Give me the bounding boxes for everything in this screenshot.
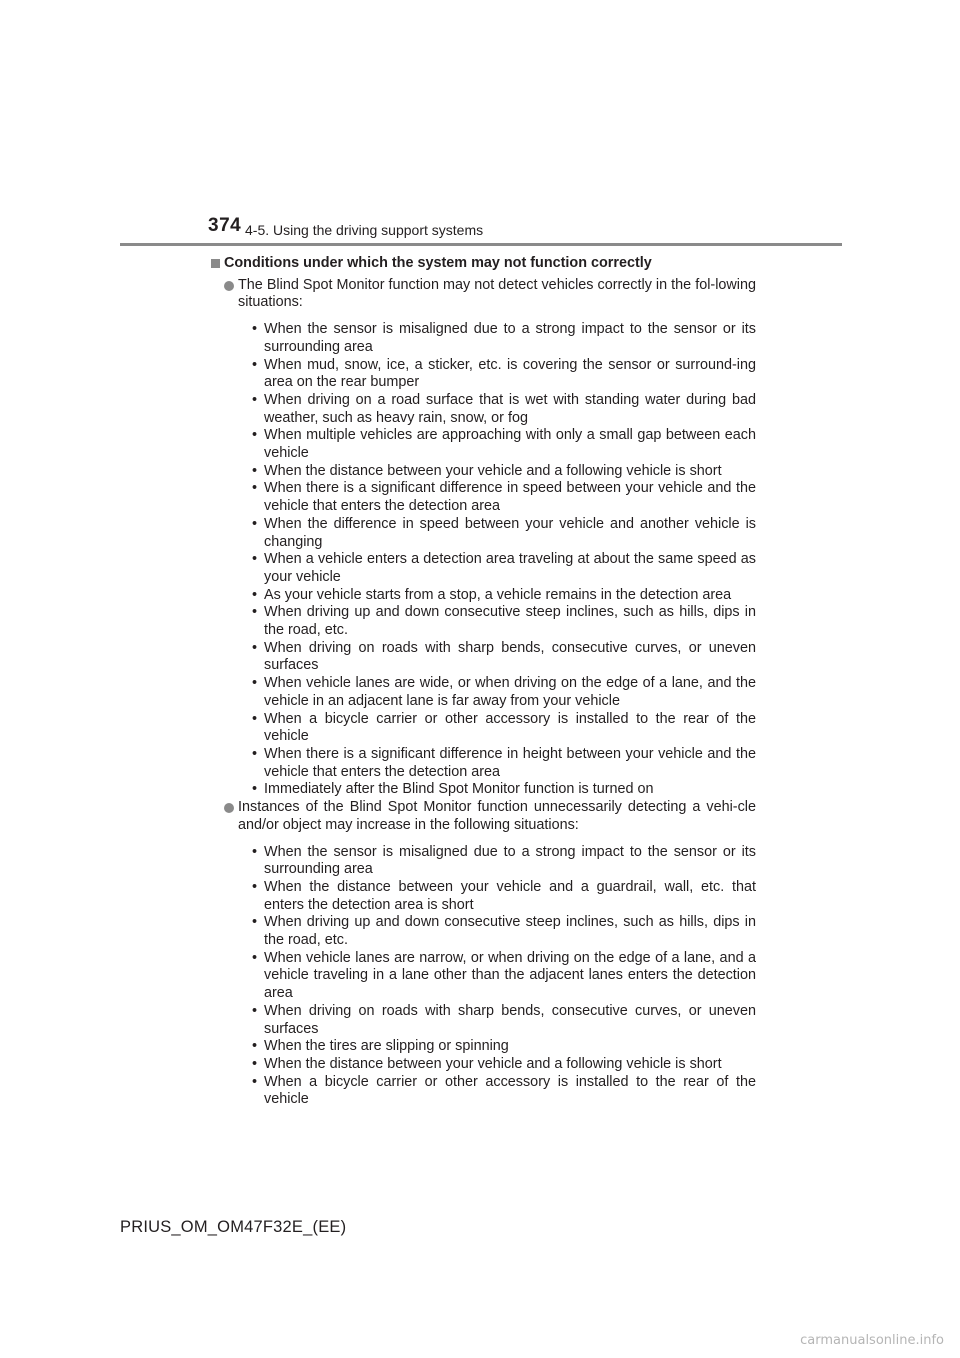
list-item: • When multiple vehicles are approaching with only a small gap between each vehicle	[252, 427, 756, 462]
condition-group-1	[210, 277, 756, 312]
condition-list-2	[210, 844, 756, 1110]
list-item: • When the sensor is misaligned due to a strong impact to the sensor or its surrounding area	[252, 321, 756, 356]
list-item: • When there is a significant difference in height between your vehicle and the vehicle that enters the detection area	[252, 746, 756, 781]
condition-group-2	[210, 799, 756, 834]
list-item: • When the difference in speed between your vehicle and another vehicle is changing	[252, 516, 756, 551]
document-code: PRIUS_OM_OM47F32E_(EE)	[120, 1218, 347, 1236]
list-item: • When vehicle lanes are narrow, or when driving on the edge of a lane, and a vehicle traveling in a lane other than the adjacent lanes enters the detection area	[252, 950, 756, 1003]
list-item: • When driving on roads with sharp bends, consecutive curves, or uneven surfaces	[252, 1003, 756, 1038]
list-item: • When a vehicle enters a detection area traveling at about the same speed as your vehicle	[252, 551, 756, 586]
list-item: • When the tires are slipping or spinning	[252, 1038, 756, 1056]
page-number: 374	[208, 215, 242, 236]
list-item: • When a bicycle carrier or other accessory is installed to the rear of the vehicle	[252, 1074, 756, 1109]
condition-group-2-intro: Instances of the Blind Spot Monitor function unnecessarily detecting a vehi-cle and/or object may increase in the following situations:	[238, 799, 756, 833]
condition-list-1	[210, 321, 756, 799]
circle-bullet-icon	[224, 803, 234, 813]
circle-bullet-icon	[224, 281, 234, 291]
list-item: • As your vehicle starts from a stop, a vehicle remains in the detection area	[252, 587, 756, 605]
list-item: • When mud, snow, ice, a sticker, etc. is covering the sensor or surround-ing area on the rear bumper	[252, 357, 756, 392]
list-item: • When the distance between your vehicle and a following vehicle is short	[252, 463, 756, 481]
section-heading-text: Conditions under which the system may not function correctly	[224, 255, 652, 271]
list-item: • When driving on a road surface that is wet with standing water during bad weather, such as heavy rain, snow, or fog	[252, 392, 756, 427]
section-title: 4-5. Using the driving support systems	[245, 222, 484, 238]
list-item: • When the distance between your vehicle and a following vehicle is short	[252, 1056, 756, 1074]
list-item: • When vehicle lanes are wide, or when driving on the edge of a lane, and the vehicle in an adjacent lane is far away from your vehicle	[252, 675, 756, 710]
list-item: • When a bicycle carrier or other accessory is installed to the rear of the vehicle	[252, 711, 756, 746]
list-item: • When driving up and down consecutive steep inclines, such as hills, dips in the road, etc.	[252, 604, 756, 639]
section-heading	[210, 255, 756, 273]
header-divider	[120, 243, 842, 246]
main-content	[210, 255, 756, 1109]
watermark: carmanualsonline.info	[800, 1333, 944, 1348]
condition-group-1-intro: The Blind Spot Monitor function may not detect vehicles correctly in the fol-lowing situations:	[238, 276, 756, 311]
square-bullet-icon	[211, 259, 220, 268]
list-item: • When driving on roads with sharp bends, consecutive curves, or uneven surfaces	[252, 640, 756, 675]
list-item: • When driving up and down consecutive steep inclines, such as hills, dips in the road, etc.	[252, 914, 756, 949]
list-item: • Immediately after the Blind Spot Monitor function is turned on	[252, 781, 756, 799]
list-item: • When there is a significant difference in speed between your vehicle and the vehicle that enters the detection area	[252, 480, 756, 515]
list-item: • When the sensor is misaligned due to a strong impact to the sensor or its surrounding area	[252, 844, 756, 879]
list-item: • When the distance between your vehicle and a guardrail, wall, etc. that enters the detection area is short	[252, 879, 756, 914]
